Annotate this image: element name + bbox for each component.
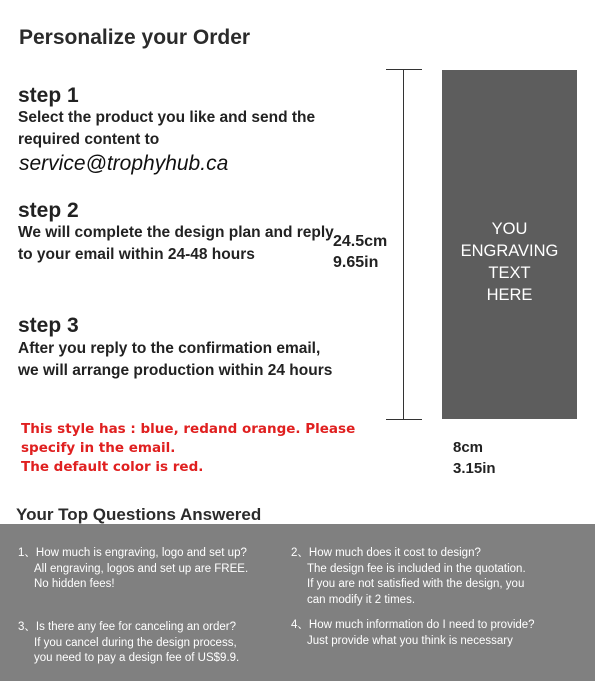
faq-answer-line: All engraving, logos and set up are FREE.	[34, 562, 249, 575]
faq-question: How much is engraving, logo and set up?	[35, 547, 247, 559]
plate-line: ENGRAVING	[460, 242, 559, 260]
faq-question: Is there any fee for canceling an order?	[35, 621, 236, 633]
page-title: Personalize your Order	[19, 26, 251, 49]
step-3-text: After you reply to the confirmation email, we will arrange production within 24 hours	[18, 340, 333, 379]
plate-placeholder-text	[461, 218, 559, 306]
step-3-heading: step 3	[18, 314, 79, 337]
faq-item-1	[18, 546, 288, 593]
contact-email: service@trophyhub.ca	[19, 152, 229, 175]
width-cm: 8cm	[453, 439, 484, 456]
faq-answer-line: No hidden fees!	[34, 578, 115, 590]
faq-answer-line: can modify it 2 times.	[307, 593, 416, 606]
faq-item-2	[291, 546, 591, 608]
faq-answer	[18, 562, 288, 593]
measure-bottom-tick	[386, 419, 422, 420]
height-in: 9.65in	[333, 254, 379, 271]
measure-top-tick	[386, 69, 422, 70]
faq-answer	[18, 636, 288, 667]
plate-line: HERE	[486, 286, 533, 304]
faq-item-4	[291, 618, 591, 649]
faq-answer	[291, 562, 591, 609]
faq-answer	[291, 634, 591, 650]
faq-answer-line: you need to pay a design fee of US$9.9.	[34, 652, 240, 664]
width-dimension	[453, 437, 496, 479]
faq-answer-line: The design fee is included in the quotation.	[307, 562, 526, 575]
faq-question: How much does it cost to design?	[308, 547, 481, 559]
step-1-heading: step 1	[18, 84, 79, 107]
faq-number: 2、	[291, 547, 309, 559]
color-note-line-2: The default color is red.	[21, 459, 204, 475]
engraving-plate	[442, 70, 577, 419]
faq-title: Your Top Questions Answered	[16, 505, 262, 524]
height-dimension	[333, 231, 387, 273]
faq-answer-line: If you are not satisfied with the design, you	[307, 578, 525, 590]
faq-number: 1、	[18, 547, 36, 559]
faq-answer-line: Just provide what you think is necessary	[307, 634, 513, 647]
plate-line: YOU	[491, 220, 528, 238]
color-note	[21, 420, 361, 477]
color-note-line-1: This style has : blue, redand orange. Please specify in the email.	[21, 421, 356, 456]
faq-answer-line: If you cancel during the design process,	[34, 636, 237, 649]
height-cm: 24.5cm	[333, 233, 388, 250]
faq-number: 3、	[18, 621, 36, 633]
step-1-text: Select the product you like and send the required content to	[18, 109, 316, 148]
faq-question: How much information do I need to provide?	[308, 619, 535, 631]
measure-vertical-line	[403, 69, 404, 420]
step-2-heading: step 2	[18, 199, 79, 222]
faq-number: 4、	[291, 619, 309, 631]
faq-item-3	[18, 620, 288, 667]
step-2-text: We will complete the design plan and reply to your email within 24-48 hours	[18, 224, 334, 263]
width-in: 3.15in	[453, 460, 496, 477]
plate-line: TEXT	[488, 264, 531, 282]
